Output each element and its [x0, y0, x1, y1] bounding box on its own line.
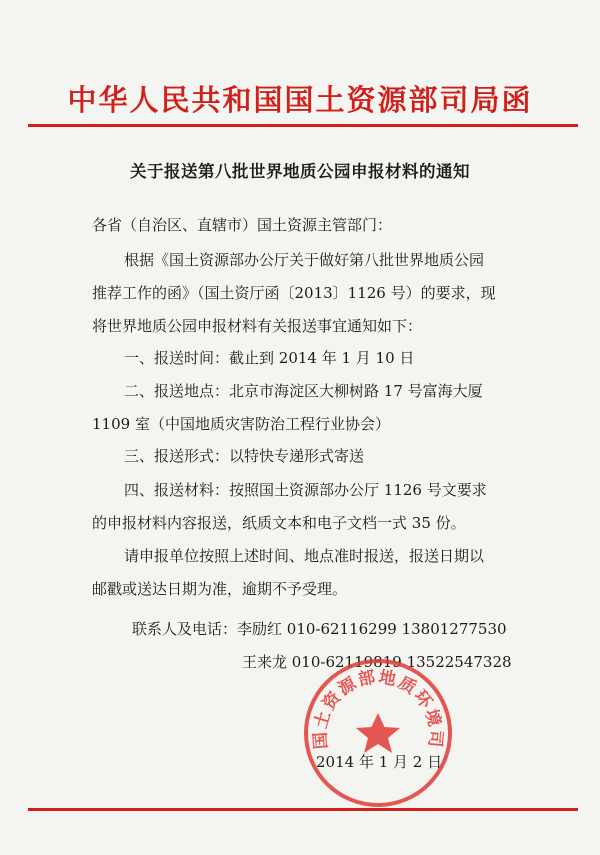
- letterhead-red-rule: [28, 124, 578, 127]
- recipient-line: 各省（自治区、直辖市）国土资源主管部门：: [92, 216, 393, 234]
- body-line: 邮戳或送达日期为准，逾期不予受理。: [92, 580, 348, 598]
- contact-line: 联系人及电话：李励红 010-62116299 13801277530: [132, 620, 507, 638]
- body-line: 二、报送地点：北京市海淀区大柳树路 17 号富海大厦: [124, 382, 483, 400]
- footer-red-rule: [28, 808, 578, 811]
- document-subject: 关于报送第八批世界地质公园申报材料的通知: [130, 162, 470, 181]
- seal-star-icon: [356, 713, 400, 753]
- body-line: 四、报送材料：按照国土资源部办公厅 1126 号文要求: [124, 481, 487, 499]
- document-date: 2014 年 1 月 2 日: [316, 753, 443, 771]
- contact-line: 王来龙 010-62119819 13522547328: [242, 653, 512, 671]
- body-line: 的申报材料内容报送，纸质文本和电子文档一式 35 份。: [92, 514, 466, 532]
- body-line: 一、报送时间：截止到 2014 年 1 月 10 日: [124, 349, 415, 367]
- body-line: 推荐工作的函》（国土资厅函〔2013〕1126 号）的要求，现: [92, 284, 496, 302]
- body-line: 将世界地质公园申报材料有关报送事宜通知如下：: [92, 317, 423, 335]
- seal-text: 国土资源部地质环境司: [310, 667, 446, 750]
- letterhead-title: 中华人民共和国国土资源部司局函: [67, 83, 533, 117]
- body-line: 根据《国土资源部办公厅关于做好第八批世界地质公园: [124, 251, 485, 269]
- official-seal-stamp: [300, 655, 456, 811]
- body-line: 请申报单位按照上述时间、地点准时报送，报送日期以: [124, 547, 485, 565]
- body-line: 三、报送形式：以特快专递形式寄送: [124, 447, 365, 465]
- body-line: 1109 室（中国地质灾害防治工程行业协会）: [92, 415, 390, 433]
